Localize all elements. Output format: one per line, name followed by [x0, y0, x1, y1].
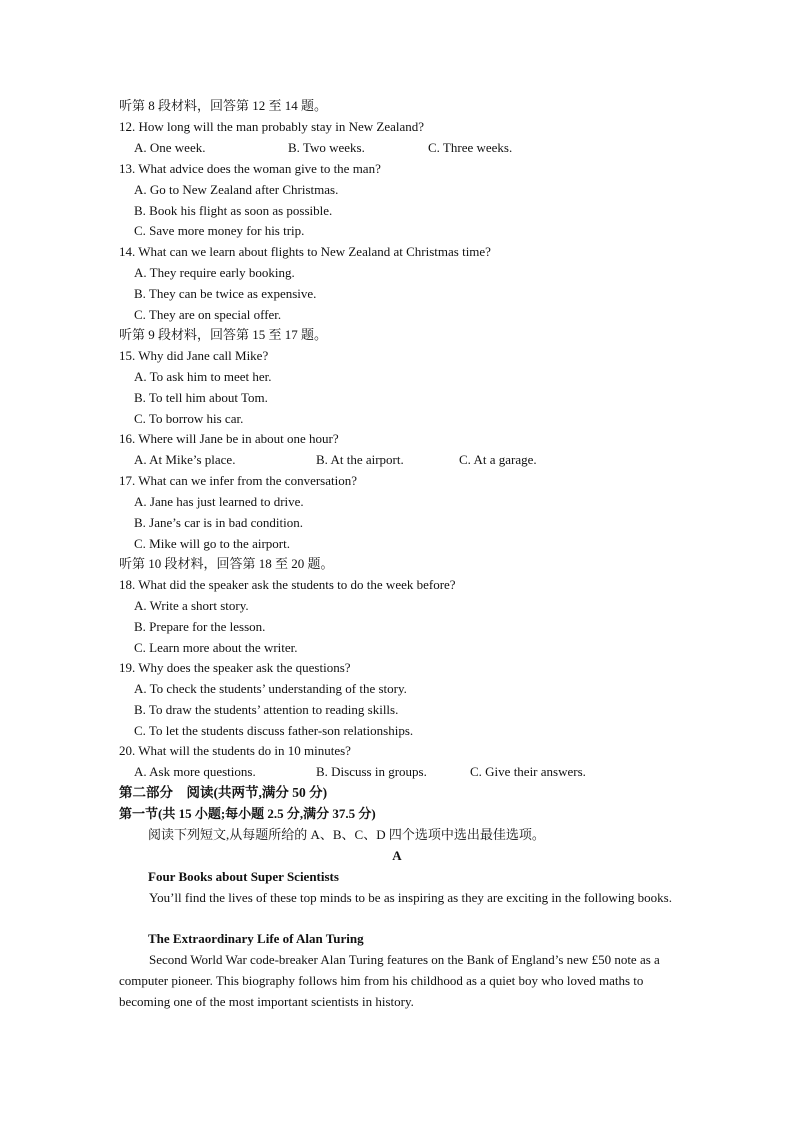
- q18-option-c: C. Learn more about the writer.: [134, 640, 298, 655]
- q17-option-b: B. Jane’s car is in bad condition.: [134, 515, 303, 530]
- q18-option-b: B. Prepare for the lesson.: [134, 619, 266, 634]
- section9-instruction: 听第 9 段材料，回答第 15 至 17 题。: [119, 327, 328, 342]
- section10-instruction: 听第 10 段材料，回答第 18 至 20 题。: [119, 556, 334, 571]
- q19-option-b: B. To draw the students’ attention to reading skills.: [134, 702, 399, 717]
- reading-instruction: 阅读下列短文,从每题所给的 A、B、C、D 四个选项中选出最佳选项。: [148, 827, 545, 842]
- section8-instruction: 听第 8 段材料，回答第 12 至 14 题。: [119, 98, 328, 113]
- q17-option-c: C. Mike will go to the airport.: [134, 536, 290, 551]
- question-14-stem: 14. What can we learn about flights to New Zealand at Christmas time?: [119, 244, 491, 259]
- q20-option-a: A. Ask more questions.: [134, 764, 256, 779]
- book1-text: Second World War code-breaker Alan Turing features on the Bank of England’s new £50 note as a computer pioneer. This biography follows him from his childhood as a quiet boy who loved maths to becoming one of the most important scientists in history.: [119, 952, 660, 1009]
- q16-option-b: B. At the airport.: [316, 452, 404, 467]
- book1-title: The Extraordinary Life of Alan Turing: [148, 931, 364, 946]
- q20-option-b: B. Discuss in groups.: [316, 764, 427, 779]
- question-19-stem: 19. Why does the speaker ask the questions?: [119, 660, 351, 675]
- question-17-stem: 17. What can we infer from the conversation?: [119, 473, 357, 488]
- question-15-stem: 15. Why did Jane call Mike?: [119, 348, 269, 363]
- passage-title: Four Books about Super Scientists: [148, 869, 339, 884]
- q19-option-a: A. To check the students’ understanding of the story.: [134, 681, 407, 696]
- question-20-stem: 20. What will the students do in 10 minutes?: [119, 743, 351, 758]
- question-16-stem: 16. Where will Jane be in about one hour?: [119, 431, 339, 446]
- q16-option-c: C. At a garage.: [459, 452, 537, 467]
- q20-option-c: C. Give their answers.: [470, 764, 586, 779]
- question-18-stem: 18. What did the speaker ask the students to do the week before?: [119, 577, 456, 592]
- q15-option-c: C. To borrow his car.: [134, 411, 244, 426]
- q12-option-c: C. Three weeks.: [428, 140, 513, 155]
- q13-option-b: B. Book his flight as soon as possible.: [134, 203, 333, 218]
- reading-section-title: 第一节(共 15 小题;每小题 2.5 分,满分 37.5 分): [119, 806, 376, 821]
- q13-option-a: A. Go to New Zealand after Christmas.: [134, 182, 339, 197]
- q16-option-a: A. At Mike’s place.: [134, 452, 236, 467]
- reading-part-title: 第二部分 阅读(共两节,满分 50 分): [119, 785, 328, 800]
- q14-option-b: B. They can be twice as expensive.: [134, 286, 317, 301]
- passage-label: A: [392, 848, 402, 863]
- q18-option-a: A. Write a short story.: [134, 598, 249, 613]
- question-12-stem: 12. How long will the man probably stay in New Zealand?: [119, 119, 425, 134]
- q15-option-a: A. To ask him to meet her.: [134, 369, 272, 384]
- q12-option-a: A. One week.: [134, 140, 206, 155]
- q14-option-a: A. They require early booking.: [134, 265, 295, 280]
- q12-option-b: B. Two weeks.: [288, 140, 365, 155]
- q15-option-b: B. To tell him about Tom.: [134, 390, 268, 405]
- q17-option-a: A. Jane has just learned to drive.: [134, 494, 304, 509]
- question-13-stem: 13. What advice does the woman give to the man?: [119, 161, 381, 176]
- q13-option-c: C. Save more money for his trip.: [134, 223, 305, 238]
- q19-option-c: C. To let the students discuss father-son relationships.: [134, 723, 414, 738]
- q14-option-c: C. They are on special offer.: [134, 307, 282, 322]
- passage-intro: You’ll find the lives of these top minds to be as inspiring as they are exciting in the following books.: [149, 890, 672, 905]
